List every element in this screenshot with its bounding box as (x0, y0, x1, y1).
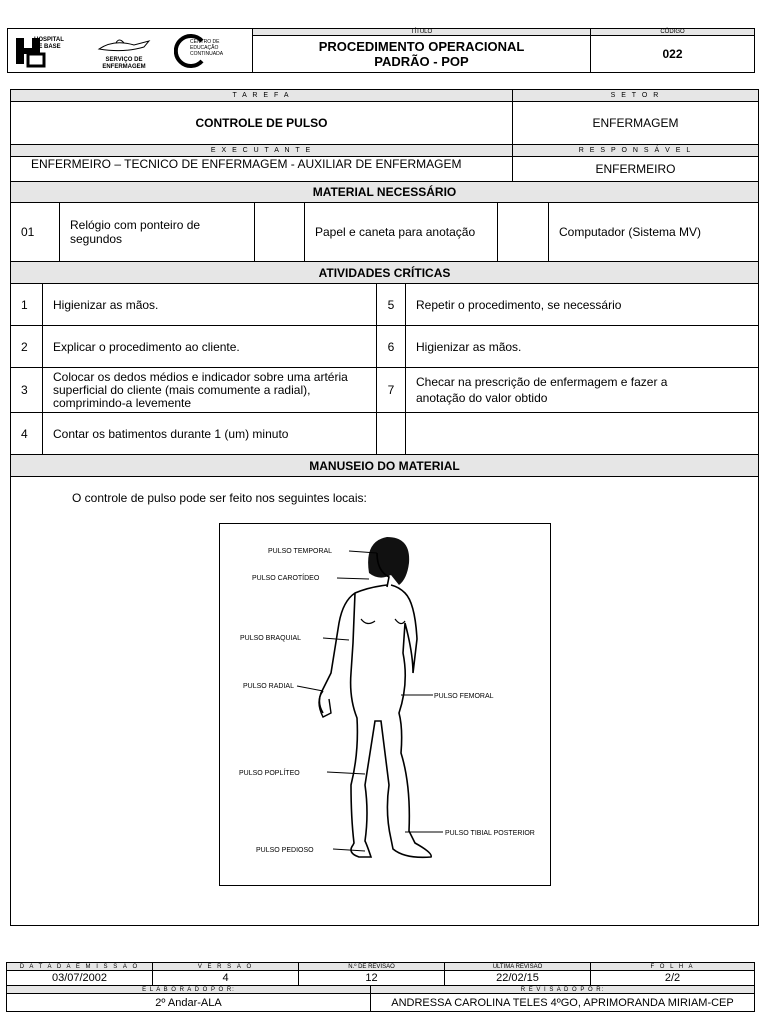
logos-box (7, 28, 253, 73)
label-pulso-braquial: PULSO BRAQUIAL (240, 635, 302, 642)
tarefa-value: CONTROLE DE PULSO (10, 101, 513, 145)
material-item-watch: Relógio com ponteiro de segundos (59, 202, 255, 262)
label-pulso-tibial: PULSO TIBIAL POSTERIOR (445, 830, 535, 837)
activity-number: 1 (10, 283, 43, 326)
code-label: CÓDIGO (660, 29, 685, 35)
label-pulso-pedioso: PULSO PEDIOSO (256, 847, 314, 854)
service-logo-text: SERVIÇO DE ENFERMAGEM (102, 57, 146, 70)
material-heading: MATERIAL NECESSÁRIO (10, 181, 759, 203)
tarefa-label: T A R E F A (10, 89, 513, 102)
activity-text: Checar na prescrição de enfermagem e fazer a anotação do valor obtido (405, 367, 759, 413)
handling-heading: MANUSEIO DO MATERIAL (10, 454, 759, 477)
material-number: 01 (10, 202, 60, 262)
label-pulso-popliteo: PULSO POPLÍTEO (239, 770, 300, 777)
activity-number: 5 (376, 283, 406, 326)
material-item-computer: Computador (Sistema MV) (548, 202, 759, 262)
title-label: TÍTULO (410, 29, 433, 35)
activities-heading: ATIVIDADES CRÍTICAS (10, 261, 759, 284)
document-code: 022 (590, 35, 755, 73)
setor-label: S E T O R (512, 89, 759, 102)
footer-ultima-value: 22/02/15 (444, 970, 591, 986)
setor-value: ENFERMAGEM (512, 101, 759, 145)
label-pulso-radial: PULSO RADIAL (243, 683, 294, 690)
label-pulso-femoral: PULSO FEMORAL (434, 693, 494, 700)
activity-text: Colocar os dedos médios e indicador sobre uma artéria superficial do cliente (mais comumente a radial), comprimindo-a levemente (42, 367, 377, 413)
activity-text: Explicar o procedimento ao cliente. (42, 325, 377, 368)
responsavel-value: ENFERMEIRO (512, 156, 759, 182)
handling-intro: O controle de pulso pode ser feito nos seguintes locais: (72, 491, 367, 505)
label-pulso-carotideo: PULSO CAROTÍDEO (252, 575, 320, 582)
footer-elaborado-label: E L A B O R A D O P O R: (6, 985, 371, 994)
activity-text (405, 412, 759, 455)
material-empty-cell (254, 202, 305, 262)
footer-revisao-value: 12 (298, 970, 445, 986)
material-item-paper: Papel e caneta para anotação (304, 202, 498, 262)
footer-versao-label: V E R S Ã O (152, 962, 299, 971)
footer-revisado-label: R E V I S A D O P O R: (370, 985, 755, 994)
hospital-logo-text: HOSPITAL DE BASE (34, 37, 64, 50)
footer-ultima-label: ÚLTIMA REVISÃO (444, 962, 591, 971)
cec-logo-text: CENTRO DE EDUCAÇÃO CONTINUADA (190, 39, 224, 57)
activity-number: 6 (376, 325, 406, 368)
lamp-icon (94, 35, 154, 55)
body-pulse-diagram (219, 523, 551, 886)
activity-text: Repetir o procedimento, se necessário (405, 283, 759, 326)
material-empty-cell (497, 202, 549, 262)
executante-value: ENFERMEIRO – TECNICO DE ENFERMAGEM - AUXILIAR DE ENFERMAGEM (10, 156, 513, 182)
handling-box (10, 476, 759, 926)
responsavel-label: R E S P O N S Á V E L (512, 144, 759, 157)
footer-folha-label: F O L H A (590, 962, 755, 971)
activity-text: Higienizar as mãos. (405, 325, 759, 368)
document-title: PROCEDIMENTO OPERACIONAL PADRÃO - POP (252, 35, 591, 73)
activity-number: 2 (10, 325, 43, 368)
executante-label: E X E C U T A N T E (10, 144, 513, 157)
footer-versao-value: 4 (152, 970, 299, 986)
label-pulso-temporal: PULSO TEMPORAL (268, 548, 333, 555)
activity-text: Contar os batimentos durante 1 (um) minuto (42, 412, 377, 455)
footer-data-label: D A T A D A E M I S S Ã O (6, 962, 153, 971)
activity-text: Higienizar as mãos. (42, 283, 377, 326)
activity-number: 7 (376, 367, 406, 413)
footer-elaborado-value: 2º Andar-ALA (6, 993, 371, 1012)
activity-number: 3 (10, 367, 43, 413)
footer-data-value: 03/07/2002 (6, 970, 153, 986)
footer-folha-value: 2/2 (590, 970, 755, 986)
footer-revisado-value: ANDRESSA CAROLINA TELES 4ºGO, APRIMORANDA MIRIAM-CEP (370, 993, 755, 1012)
activity-number (376, 412, 406, 455)
footer-revisao-label: N.º DE REVISÃO (298, 962, 445, 971)
activity-number: 4 (10, 412, 43, 455)
